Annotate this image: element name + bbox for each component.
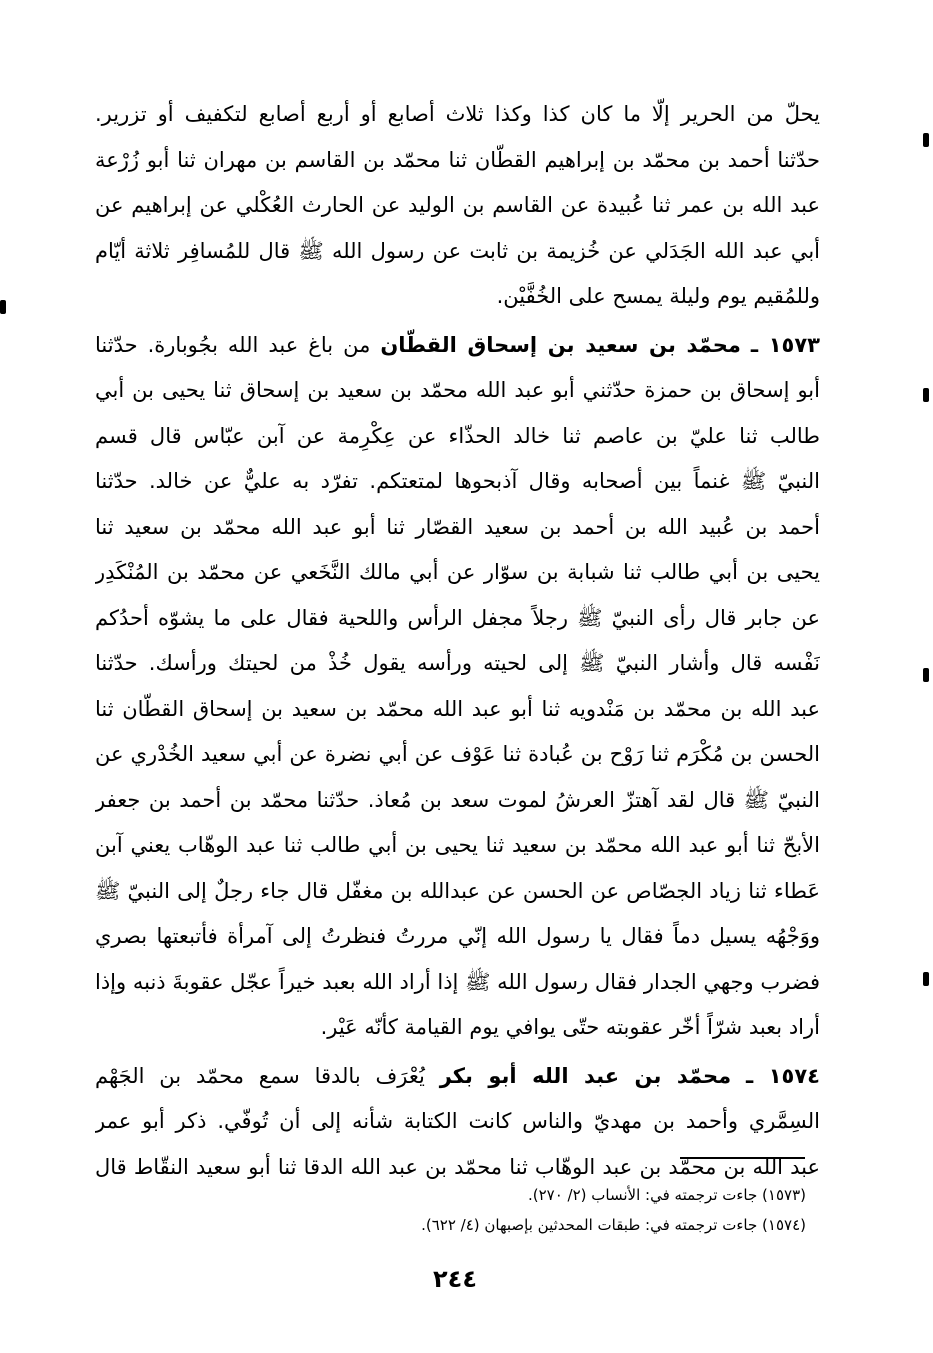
- margin-mark: [923, 133, 929, 147]
- entry-name: محمّد بن عبد الله أبو بكر: [439, 1063, 732, 1088]
- margin-mark: [0, 300, 6, 314]
- footnotes: [300, 1180, 806, 1240]
- text-line: وللمُقيم يوم وليلة يمسح على الخُفَّيْن.: [496, 284, 820, 308]
- text-line: أبو إسحاق بن حمزة حدّثني أبو عبد الله محمّد بن سعيد بن إسحاق ثنا يحيى بن أبي: [95, 378, 820, 402]
- entry-heading-1573: [95, 323, 820, 369]
- text-line: عبد الله بن عمر ثنا عُبيدة عن القاسم بن الوليد عن الحارث العُكْلي عن إبراهيم عن: [95, 193, 820, 217]
- text-line: أحمد بن عُبيد الله بن أحمد بن سعيد القصّار ثنا أبو عبد الله محمّد بن سعيد ثنا: [95, 514, 820, 539]
- entry-heading-1574: [95, 1054, 820, 1100]
- text-line: نَفْسه قال وأشار النبيّ ﷺ إلى لحيته ورأسه يقول خُذْ من لحيتك ورأسك. حدّثنا: [95, 651, 820, 675]
- text-line: ووَجْهُه يسيل دماً فقال يا رسول الله إنّي مررتُ فنظرتُ إلى آمرأة فأتبعتها بصري: [95, 924, 820, 948]
- entry-name: محمّد بن سعيد بن إسحاق القطّان: [380, 332, 741, 357]
- text-line: أبي عبد الله الجَدَلي عن خُزيمة بن ثابت عن رسول الله ﷺ قال للمُسافِر ثلاثة أيّام: [95, 238, 820, 263]
- margin-mark: [923, 388, 929, 402]
- text-line: عن جابر قال رأى النبيّ ﷺ رجلاً مجفل الرأس واللحية فقال على ما يشوّه أحدُكم: [95, 605, 820, 630]
- entry-number: ١٥٧٣ ـ: [750, 332, 820, 357]
- text-line: حدّثنا أحمد بن محمّد بن إبراهيم القطّان ثنا محمّد بن القاسم بن مهران ثنا أبو زُرْعة: [95, 147, 820, 172]
- text-line: النبيّ ﷺ قال لقد آهتزّ العرشُ لموت سعد بن مُعاذ. حدّثنا محمّد بن أحمد بن جعفر: [95, 787, 820, 812]
- text-line: فضرب وجهي الجدار فقال رسول الله ﷺ إذا أراد الله بعبد خيراً عجّل عقوبةَ ذنبه وإذا: [95, 969, 820, 994]
- margin-mark: [923, 668, 929, 682]
- entry-number: ١٥٧٤ ـ: [746, 1063, 820, 1088]
- margin-mark: [923, 972, 929, 986]
- footnote: (١٥٧٤) جاءت ترجمته في: طبقات المحدثين بإصبهان (٤/ ٦٢٢).: [421, 1216, 806, 1234]
- footnote-divider: [680, 1157, 805, 1159]
- text-line: النبيّ ﷺ غنماً بين أصحابه وقال آذبحوها لمتعتكم. تفرّد به عليٌّ عن خالد. حدّثنا: [95, 469, 820, 493]
- text-line: عبد الله بن محمّد بن عبد الوهّاب ثنا محمّد بن عبد الله الدقا ثنا أبو سعيد النقّاط قال: [95, 1154, 820, 1179]
- entry-heading-rest: يُعْرَف بالدقا سمع محمّد بن الجَهْم: [95, 1063, 425, 1088]
- text-line: يحيى بن أبي طالب ثنا شبابة بن سوّار عن أبي مالك النَّخَعي عن محمّد بن المُنْكَدِر: [95, 560, 820, 584]
- footnote: (١٥٧٣) جاءت ترجمته في: الأنساب (٢/ ٢٧٠).: [527, 1186, 806, 1204]
- page-number: ٢٤٤: [433, 1265, 477, 1293]
- entry-heading-rest: من باغ عبد الله بجُوبارة. حدّثنا: [95, 332, 371, 357]
- text-line: يحلّ من الحرير إلّا ما كان كذا وكذا ثلاث أصابع أو أربع أصابع لتكفيف أو تزرير.: [95, 102, 820, 126]
- text-line: الحسن بن مُكْرَم ثنا رَوْح بن عُبادة ثنا عَوْف عن أبي نضرة عن أبي سعيد الخُدْري عن: [95, 742, 820, 766]
- text-line: أراد بعبد شرّاً أخّر عقوبته حتّى يوافي يوم القيامة كأنّه عَيْر.: [320, 1015, 820, 1039]
- text-line: عبد الله بن محمّد بن مَنْدويه ثنا أبو عبد الله محمّد بن سعيد بن إسحاق القطّان ثنا: [95, 696, 820, 721]
- text-line: عَطاء ثنا زياد الجصّاص عن الحسن عن عبدالله بن مغفّل قال جاء رجلٌ إلى النبيّ ﷺ: [95, 878, 820, 903]
- main-text: [95, 92, 820, 1190]
- text-line: الأبحّ ثنا أبو عبد الله محمّد بن سعيد ثنا يحيى بن أبي طالب ثنا عبد الوهّاب يعني آبن: [95, 833, 820, 857]
- text-line: طالب ثنا عليّ بن عاصم ثنا خالد الحذّاء عن عِكْرِمة عن آبن عبّاس قال قسم: [95, 423, 820, 448]
- text-line: السِمَّري وأحمد بن مهديّ والناس كانت الكتابة شأنه إلى أن تُوفّي. ذكر أبو عمر: [95, 1109, 820, 1133]
